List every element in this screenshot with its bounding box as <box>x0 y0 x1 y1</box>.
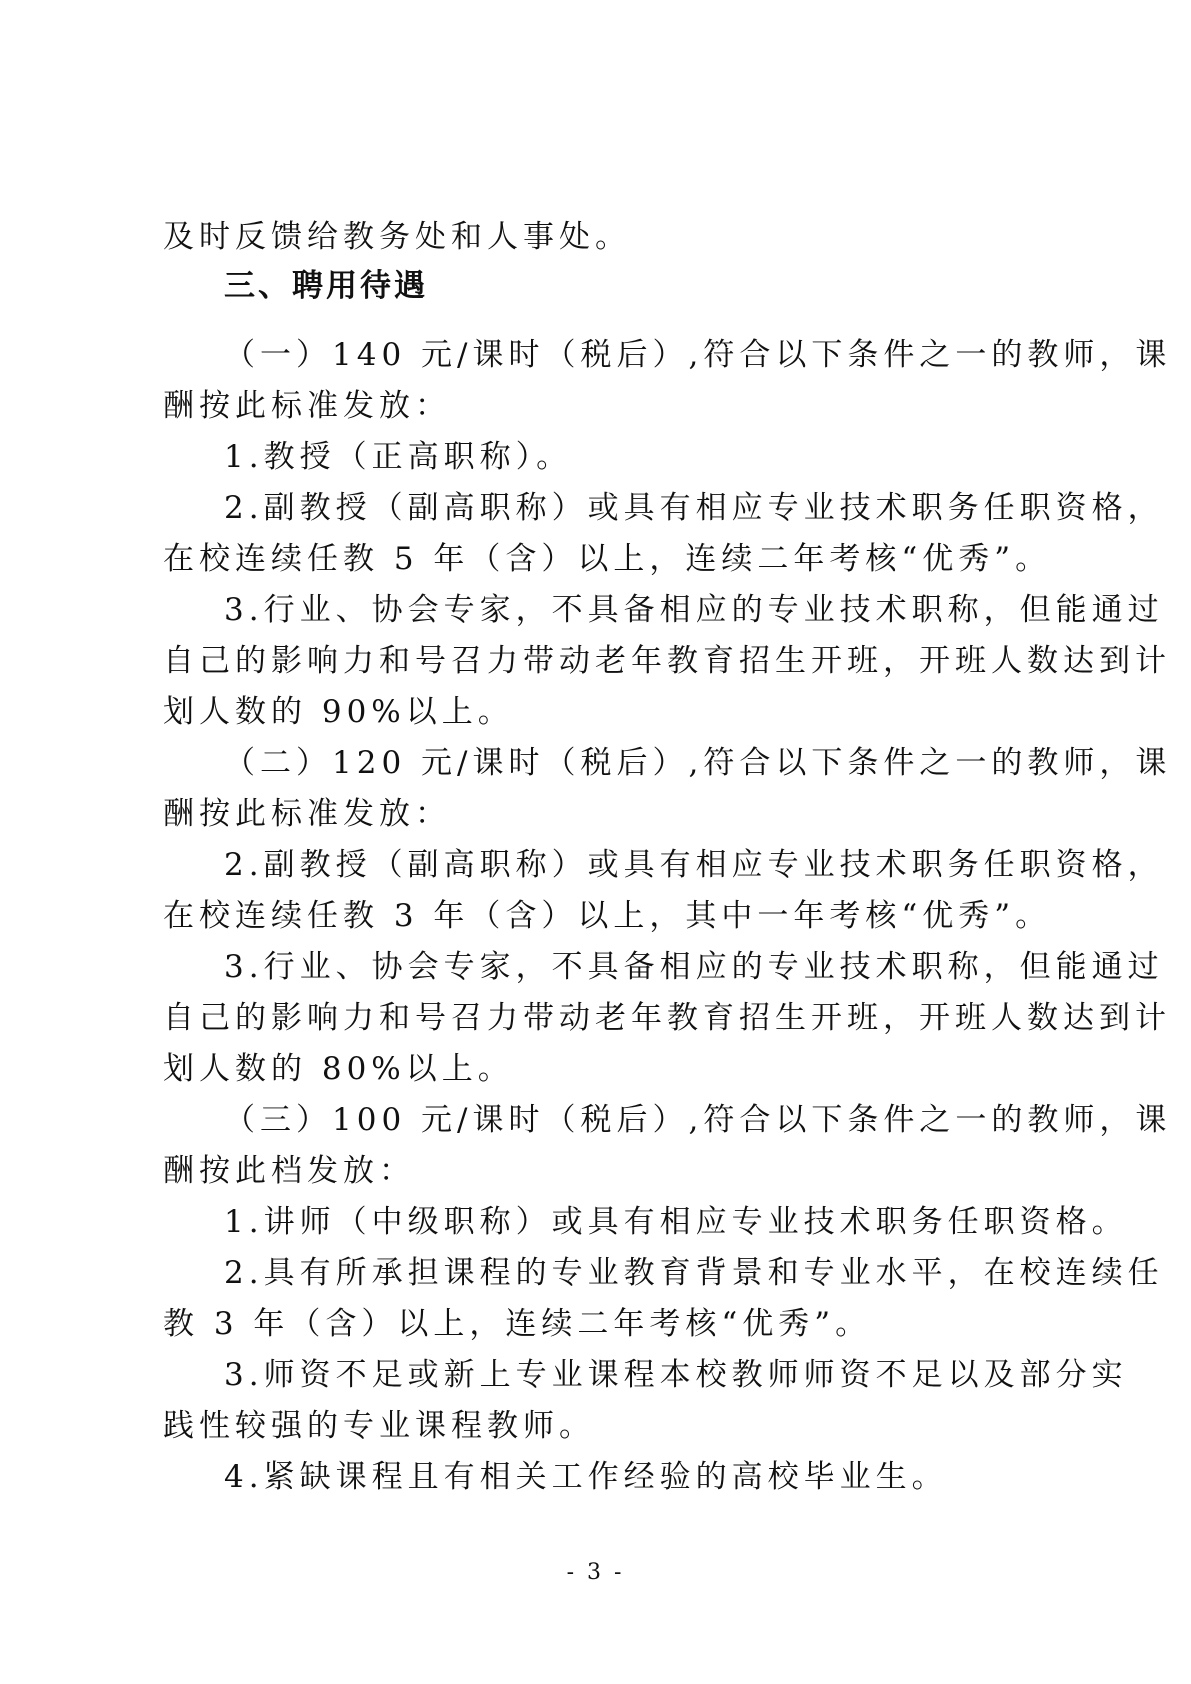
text-line-1: 及时反馈给教务处和人事处。 <box>163 219 631 255</box>
text-line-13: 2.副教授（副高职称）或具有相应专业技术职务任职资格， <box>224 847 1164 883</box>
text-line-12: 酬按此标准发放： <box>163 796 451 832</box>
text-line-14: 在校连续任教 3 年（含）以上，其中一年考核“优秀”。 <box>163 898 1052 934</box>
text-line-19: 酬按此档发放： <box>163 1153 415 1189</box>
text-line-3: （一）140 元/课时（税后）,符合以下条件之一的教师，课 <box>224 337 1172 373</box>
text-line-6: 2.副教授（副高职称）或具有相应专业技术职务任职资格， <box>224 490 1164 526</box>
text-line-25: 4.紧缺课程且有相关工作经验的高校毕业生。 <box>224 1459 948 1495</box>
text-line-9: 自己的影响力和号召力带动老年教育招生开班，开班人数达到计 <box>163 643 1171 679</box>
text-line-16: 自己的影响力和号召力带动老年教育招生开班，开班人数达到计 <box>163 1000 1171 1036</box>
text-line-15: 3.行业、协会专家，不具备相应的专业技术职称，但能通过 <box>224 949 1164 985</box>
section-heading: 三、聘用待遇 <box>224 268 428 304</box>
text-line-24: 践性较强的专业课程教师。 <box>163 1408 595 1444</box>
text-line-7: 在校连续任教 5 年（含）以上，连续二年考核“优秀”。 <box>163 541 1052 577</box>
text-line-10: 划人数的 90%以上。 <box>163 694 514 730</box>
text-line-4: 酬按此标准发放： <box>163 388 451 424</box>
text-line-17: 划人数的 80%以上。 <box>163 1051 514 1087</box>
text-line-11: （二）120 元/课时（税后）,符合以下条件之一的教师，课 <box>224 745 1172 781</box>
text-line-18: （三）100 元/课时（税后）,符合以下条件之一的教师，课 <box>224 1102 1172 1138</box>
page-number: - 3 - <box>566 1560 625 1585</box>
text-line-23: 3.师资不足或新上专业课程本校教师师资不足以及部分实 <box>224 1357 1128 1393</box>
text-line-20: 1.讲师（中级职称）或具有相应专业技术职务任职资格。 <box>224 1204 1128 1240</box>
text-line-22: 教 3 年（含）以上，连续二年考核“优秀”。 <box>163 1306 872 1342</box>
text-line-21: 2.具有所承担课程的专业教育背景和专业水平，在校连续任 <box>224 1255 1164 1291</box>
text-line-8: 3.行业、协会专家，不具备相应的专业技术职称，但能通过 <box>224 592 1164 628</box>
text-line-5: 1.教授（正高职称）。 <box>224 439 573 475</box>
